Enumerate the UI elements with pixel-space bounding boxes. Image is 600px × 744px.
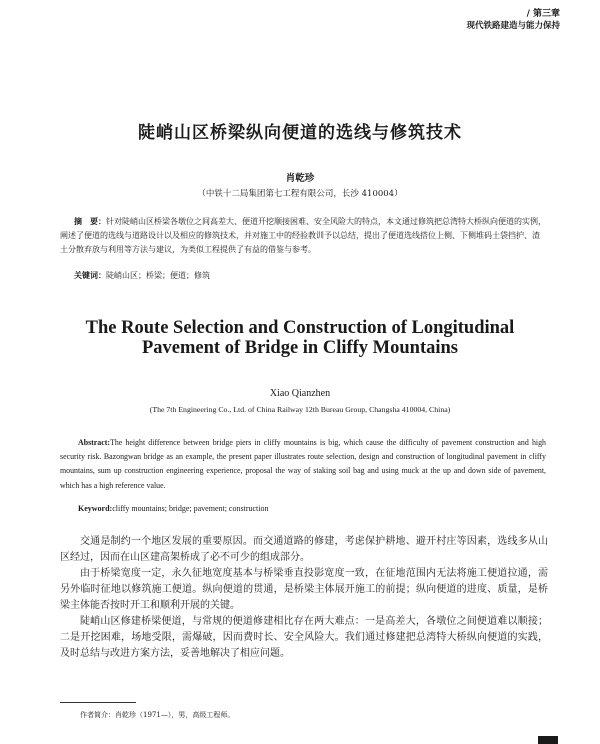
keywords-english-label: Keyword:	[78, 504, 113, 513]
body-paragraph-3: 陡峭山区修建桥梁便道，与常规的便道修建相比存在两大难点：一是高差大，各墩位之间便道难以顺接；二是开挖困难，场地受限，需爆破，因而费时长、安全风险大。我们通过修建把总湾特大桥纵向便道的实践，及时总结与改进方案方法，妥善地解决了相应问题。	[60, 616, 548, 659]
title-chinese: 陡峭山区桥梁纵向便道的选线与修筑技术	[138, 123, 462, 143]
abstract-chinese	[60, 214, 546, 258]
body-paragraph-2: 由于桥梁宽度一定，永久征地宽度基本与桥梁垂直投影宽度一致，在征地范围内无法将施工便道拉通，需另外临时征地以修筑施工便道。纵向便道的贯通，是桥梁主体展开施工的前提；纵向便道的进度、质量，是桥梁主体能否按时开工和顺利开展的关键。	[60, 568, 548, 611]
keywords-chinese-text: 陡峭山区；桥梁；便道；修筑	[106, 271, 210, 280]
abstract-english	[60, 436, 546, 493]
abstract-chinese-label: 摘 要：	[74, 216, 106, 226]
footnote-divider	[60, 702, 136, 703]
affiliation-english: (The 7th Engineering Co., Ltd. of China Railway 12th Bureau Group, Changsha 410004, China)	[149, 405, 451, 414]
title-english-line1: The Route Selection and Construction of Longitudinal	[85, 318, 515, 338]
footnote-author-bio: 作者简介：肖乾珍（1971—），男，高级工程师。	[80, 711, 235, 719]
keywords-english	[78, 504, 548, 513]
author-chinese: 肖乾珍	[285, 173, 315, 184]
running-header-chapter: / 第三章	[526, 9, 560, 19]
keywords-chinese	[74, 270, 544, 281]
title-english	[0, 318, 600, 358]
body-text	[60, 534, 548, 662]
abstract-chinese-text: 针对陡峭山区桥梁各墩位之间高差大、便道开挖顺接困难、安全风险大的特点，本文通过修筑把总湾特大桥纵向便道的实例，阐述了便道的选线与道路设计以及相应的修筑技术，并对施工中的经验教训予以总结，提出了便道选线搭位上侧、下侧堆码土袋挡护、渣土分散弃放与利用等方法与建议，为类似工程提供了有益的借鉴与参考。	[60, 217, 546, 255]
affiliation-chinese: （中铁十二局集团第七工程有限公司，长沙 410004）	[197, 189, 403, 199]
author-english: Xiao Qianzhen	[269, 388, 331, 399]
page-corner-mark	[538, 736, 558, 744]
body-paragraph-1: 交通是制约一个地区发展的重要原因。而交通道路的修建，考虑保护耕地、避开村庄等因素，选线多从山区经过，因而在山区建高架桥成了必不可少的组成部分。	[60, 536, 548, 563]
title-english-line2: Pavement of Bridge in Cliffy Mountains	[141, 338, 459, 358]
abstract-english-text: The height difference between bridge piers in cliffy mountains is big, which cause the difficulty of pavement construction and high security risk. Bazongwan bridge as an example, the present paper illustrates route selection, design and construction of longitudinal pavement in cliffy mountains, sum up construction engineering experience, proposal the way of staking soil bag and using muck at the up and down side of pavement, which has a high reference value.	[60, 438, 546, 490]
keywords-english-text: cliffy mountains; bridge; pavement; construction	[112, 504, 269, 513]
abstract-english-label: Abstract:	[78, 438, 110, 447]
running-header-subtitle: 现代铁路建造与能力保持	[466, 21, 560, 31]
keywords-chinese-label: 关键词：	[74, 270, 106, 280]
